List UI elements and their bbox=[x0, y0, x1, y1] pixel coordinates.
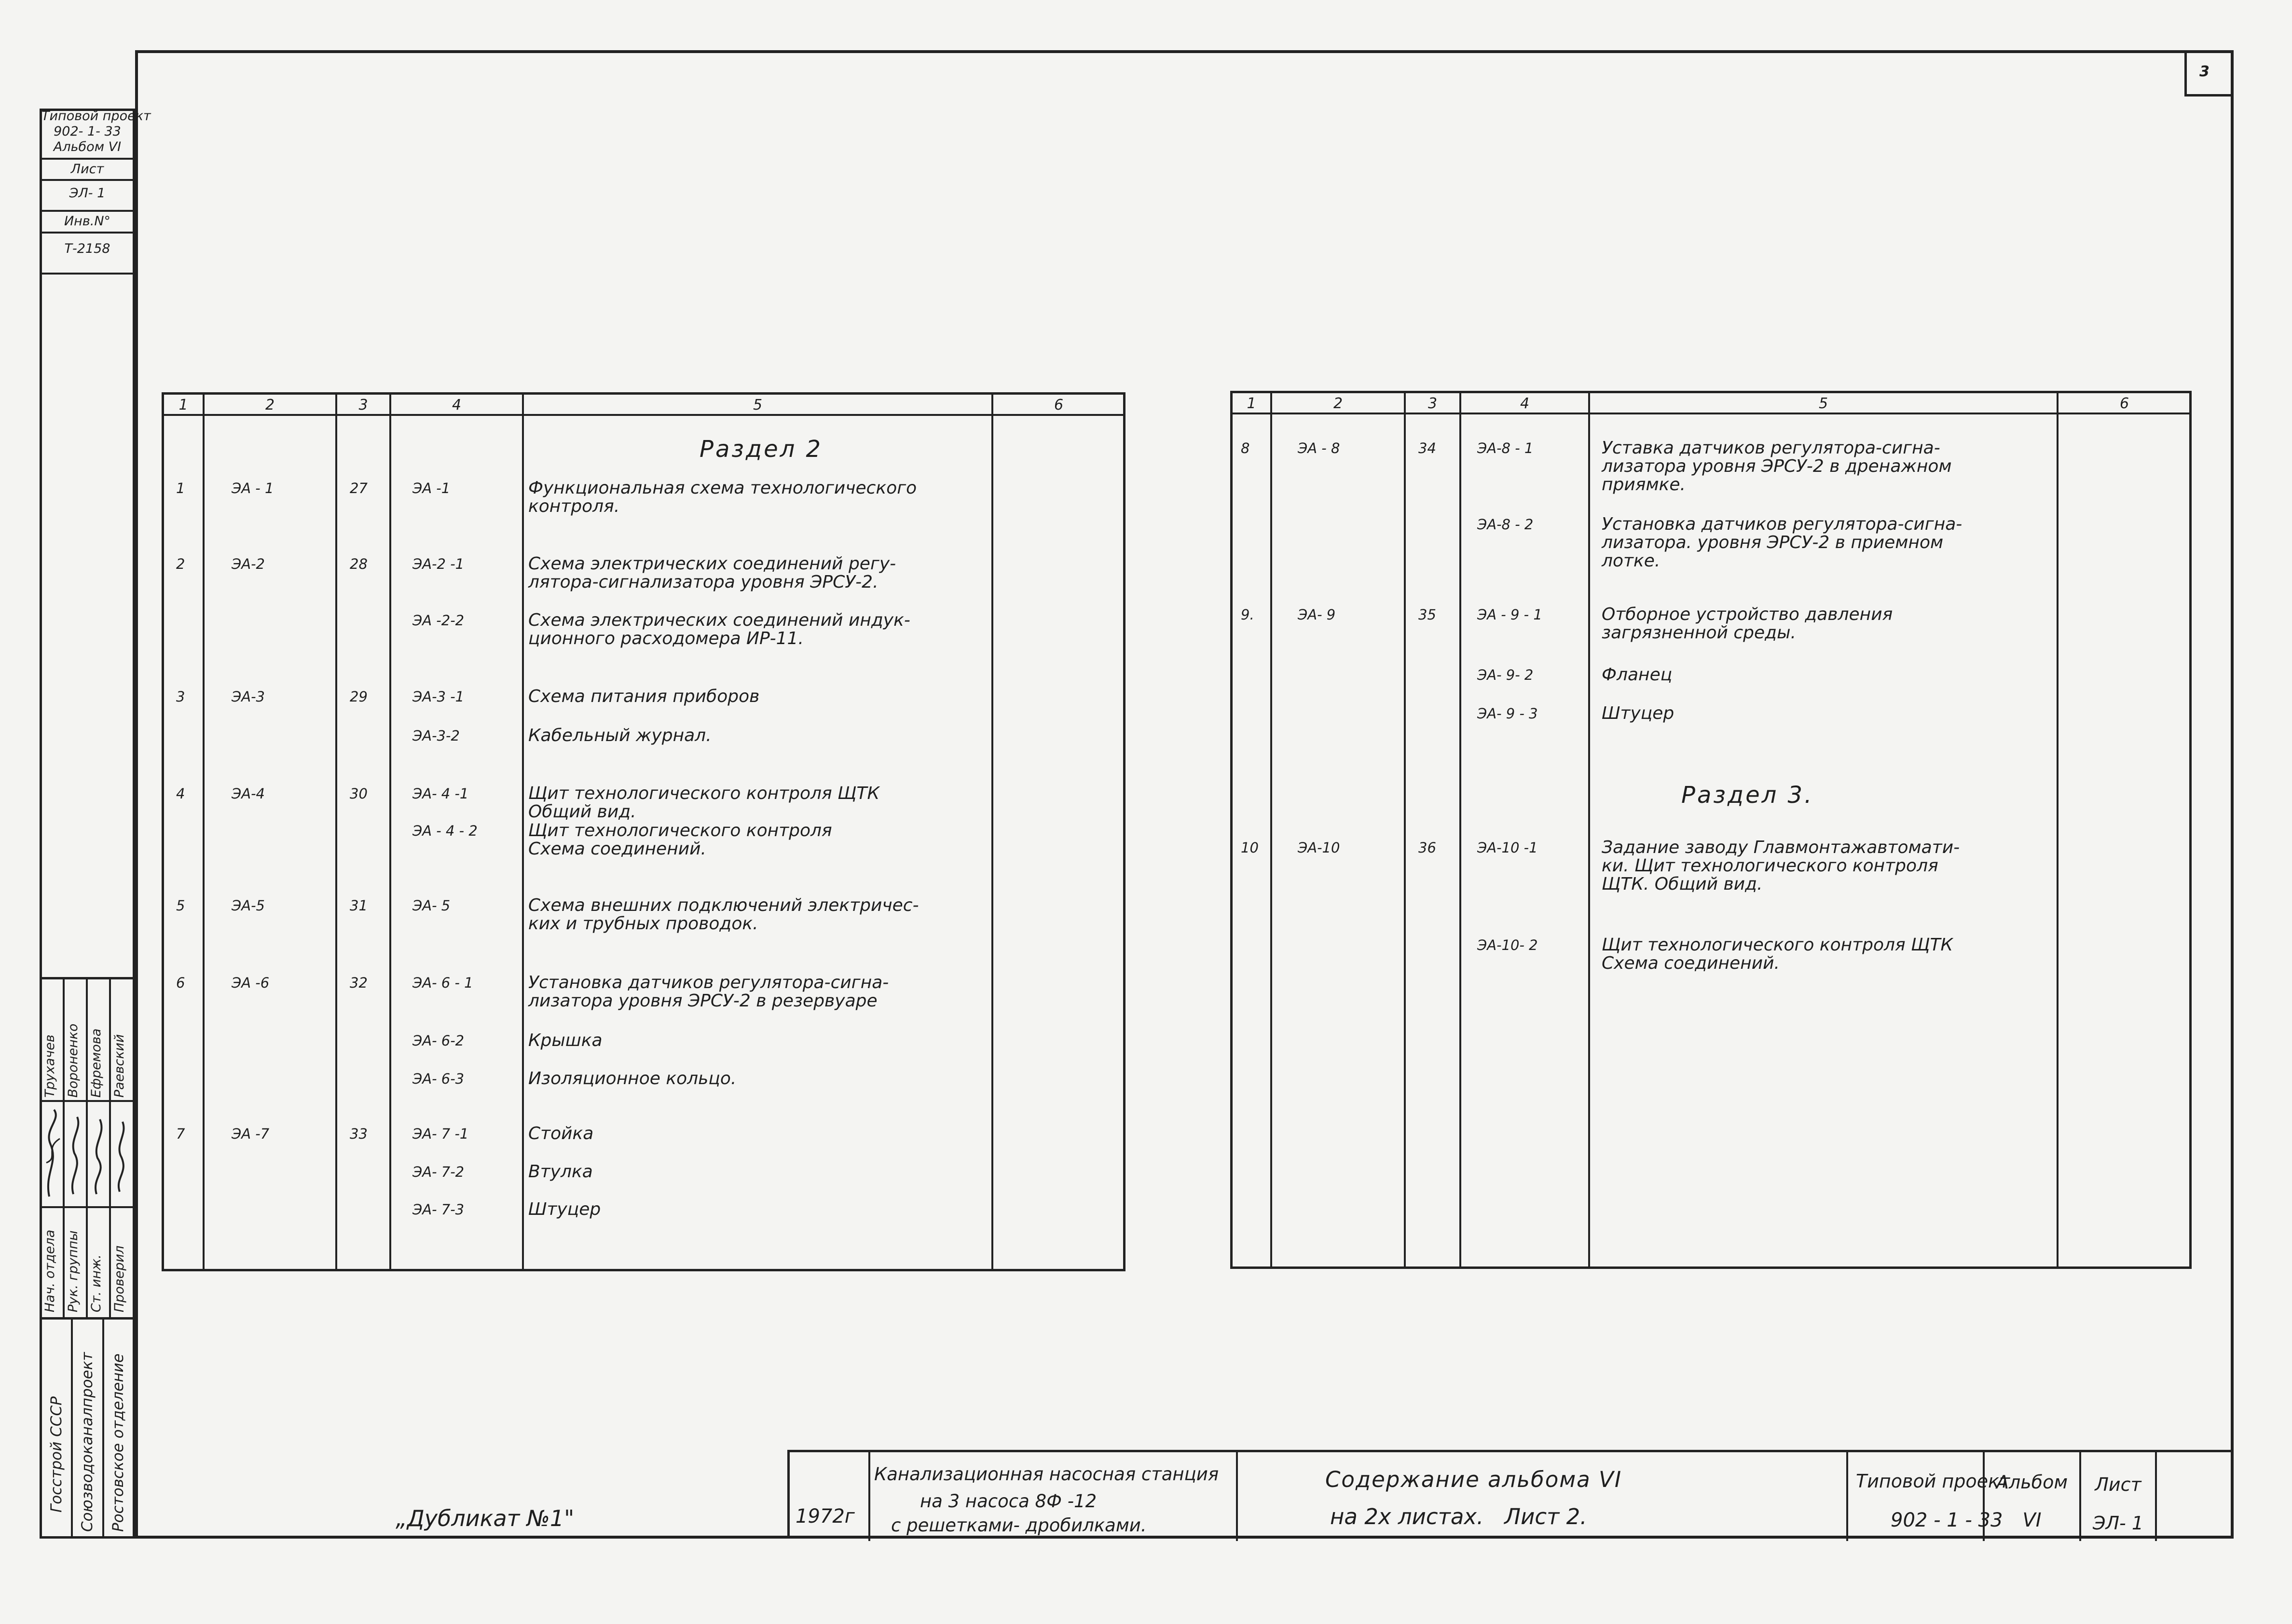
side-album: Альбом VI bbox=[53, 139, 122, 154]
row-description-line: Щит технологического контроля ЩТК bbox=[1602, 935, 1953, 955]
row-item: ЭА -2-2 bbox=[412, 612, 465, 629]
row-num: 10 bbox=[1241, 840, 1259, 856]
row-item: ЭА- 7-2 bbox=[412, 1164, 465, 1180]
left-section-title: Раздел 2 bbox=[700, 436, 823, 463]
row-description-line: Изоляционное кольцо. bbox=[528, 1069, 737, 1088]
duplicate-mark: „Дубликат №1" bbox=[396, 1505, 575, 1531]
row-sheet: 28 bbox=[350, 556, 368, 572]
row-sheet: 30 bbox=[350, 785, 368, 802]
row-description-line: контроля. bbox=[528, 496, 620, 516]
row-description-line: Отборное устройство давления bbox=[1602, 605, 1893, 624]
footer-content-line-1: Содержание альбома VI bbox=[1325, 1467, 1622, 1492]
side-sheet-label: Лист bbox=[70, 162, 104, 177]
row-description-line: Штуцер bbox=[1602, 703, 1674, 723]
right-col-header-1: 1 bbox=[1247, 395, 1256, 412]
side-org-2: Союзводоканалпроект bbox=[79, 1352, 96, 1532]
row-description-line: лизатора уровня ЭРСУ-2 в резервуаре bbox=[528, 991, 878, 1011]
row-description-line: Схема соединений. bbox=[528, 839, 706, 859]
row-item: ЭА- 6-3 bbox=[412, 1071, 465, 1087]
row-item: ЭА- 5 bbox=[412, 897, 451, 914]
row-description-line: лотке. bbox=[1602, 551, 1661, 571]
row-code: ЭА - 1 bbox=[232, 480, 274, 496]
row-code: ЭА-3 bbox=[232, 688, 265, 705]
row-item: ЭА -1 bbox=[412, 480, 451, 496]
row-description-line: лизатора. уровня ЭРСУ-2 в приемном bbox=[1602, 533, 1944, 552]
row-item: ЭА-10 -1 bbox=[1477, 840, 1538, 856]
row-code: ЭА-2 bbox=[232, 556, 265, 572]
side-role-3: Ст. инж. bbox=[89, 1254, 104, 1312]
row-item: ЭА-3 -1 bbox=[412, 688, 465, 705]
row-num: 5 bbox=[176, 897, 185, 914]
footer-sheet: ЭЛ- 1 bbox=[2092, 1513, 2144, 1534]
page-number-box bbox=[2184, 50, 2234, 96]
row-sheet: 34 bbox=[1418, 440, 1436, 456]
side-name-4: Раевский bbox=[112, 1034, 127, 1098]
row-description-line: лизатора уровня ЭРСУ-2 в дренажном bbox=[1602, 456, 1952, 476]
row-item: ЭА- 6-2 bbox=[412, 1032, 465, 1049]
row-num: 8 bbox=[1241, 440, 1250, 456]
row-description-line: Схема питания приборов bbox=[528, 687, 760, 706]
row-num: 3 bbox=[176, 688, 185, 705]
row-description-line: Схема внешних подключений электричес- bbox=[528, 895, 919, 915]
side-inv-label: Инв.N° bbox=[64, 214, 111, 229]
left-col-header-6: 6 bbox=[1054, 397, 1064, 413]
row-description-line: ЩТК. Общий вид. bbox=[1602, 874, 1763, 894]
row-description-line: Схема соединений. bbox=[1602, 953, 1780, 973]
row-description-line: Штуцер bbox=[528, 1199, 601, 1219]
title-block bbox=[787, 1450, 2234, 1539]
row-description-line: Втулка bbox=[528, 1162, 593, 1182]
row-num: 6 bbox=[176, 975, 185, 991]
left-col-header-4: 4 bbox=[452, 397, 462, 413]
row-sheet: 29 bbox=[350, 688, 368, 705]
row-num: 1 bbox=[176, 480, 185, 496]
footer-album-label: Альбом bbox=[1996, 1472, 2068, 1493]
row-item: ЭА - 9 - 1 bbox=[1477, 606, 1542, 623]
row-item: ЭА- 7-3 bbox=[412, 1201, 465, 1218]
side-org-1: Госстрой СССР bbox=[48, 1396, 65, 1513]
side-name-1: Трухачев bbox=[42, 1034, 57, 1098]
side-name-3: Ефремова bbox=[89, 1028, 104, 1098]
row-description-line: Крышка bbox=[528, 1031, 603, 1050]
row-description-line: Установка датчиков регулятора-сигна- bbox=[1602, 514, 1963, 534]
side-project-number: 902- 1- 33 bbox=[54, 124, 121, 139]
row-sheet: 31 bbox=[350, 897, 368, 914]
right-section-title: Раздел 3. bbox=[1681, 782, 1814, 809]
row-item: ЭА-2 -1 bbox=[412, 556, 465, 572]
right-col-header-6: 6 bbox=[2119, 395, 2129, 412]
footer-album: VI bbox=[2022, 1509, 2042, 1531]
row-sheet: 36 bbox=[1418, 840, 1436, 856]
row-description-line: Схема электрических соединений регу- bbox=[528, 554, 896, 574]
row-description-line: Уставка датчиков регулятора-сигна- bbox=[1602, 438, 1940, 458]
side-project-label: Типовой проект bbox=[41, 109, 151, 124]
row-description-line: Кабельный журнал. bbox=[528, 726, 712, 745]
row-item: ЭА-8 - 2 bbox=[1477, 516, 1534, 533]
row-description-line: Задание заводу Главмонтажавтомати- bbox=[1602, 838, 1960, 857]
footer-project-number: 902 - 1 - 33 bbox=[1891, 1509, 2003, 1531]
side-sheet: ЭЛ- 1 bbox=[69, 186, 106, 201]
row-item: ЭА- 7 -1 bbox=[412, 1126, 469, 1142]
row-sheet: 27 bbox=[350, 480, 368, 496]
row-item: ЭА- 4 -1 bbox=[412, 785, 469, 802]
left-col-header-3: 3 bbox=[358, 397, 368, 413]
row-code: ЭА- 9 bbox=[1298, 606, 1336, 623]
side-info-block bbox=[40, 109, 151, 277]
right-col-header-2: 2 bbox=[1333, 395, 1343, 412]
footer-project-label: Типовой проект bbox=[1856, 1471, 2010, 1492]
row-item: ЭА- 6 - 1 bbox=[412, 975, 473, 991]
row-code: ЭА - 8 bbox=[1298, 440, 1340, 456]
row-item: ЭА-10- 2 bbox=[1477, 937, 1538, 953]
page-number: 3 bbox=[2199, 63, 2210, 80]
left-col-header-2: 2 bbox=[265, 397, 275, 413]
row-code: ЭА-5 bbox=[232, 897, 265, 914]
row-description-line: Функциональная схема технологического bbox=[528, 478, 917, 498]
row-description-line: ких и трубных проводок. bbox=[528, 914, 758, 934]
row-item: ЭА- 9- 2 bbox=[1477, 667, 1534, 683]
signature-scribbles bbox=[40, 1105, 135, 1204]
row-description-line: Фланец bbox=[1602, 665, 1673, 685]
left-col-header-5: 5 bbox=[753, 397, 763, 413]
row-num: 4 bbox=[176, 785, 185, 802]
row-num: 7 bbox=[176, 1126, 185, 1142]
row-sheet: 32 bbox=[350, 975, 368, 991]
footer-station-line-2: на 3 насоса 8Ф -12 bbox=[920, 1491, 1097, 1512]
row-code: ЭА -6 bbox=[232, 975, 270, 991]
row-description-line: загрязненной среды. bbox=[1602, 623, 1796, 643]
footer-station-line-3: с решетками- дробилками. bbox=[891, 1515, 1147, 1536]
footer-year: 1972г bbox=[796, 1505, 855, 1528]
row-item: ЭА- 9 - 3 bbox=[1477, 705, 1538, 722]
row-description-line: Щит технологического контроля ЩТК bbox=[528, 784, 880, 803]
row-item: ЭА-8 - 1 bbox=[1477, 440, 1534, 456]
side-inv: Т-2158 bbox=[64, 241, 110, 256]
row-item: ЭА-3-2 bbox=[412, 728, 460, 744]
row-description-line: ционного расходомера ИР-11. bbox=[528, 629, 804, 648]
side-name-2: Вороненко bbox=[66, 1023, 81, 1098]
footer-sheet-label: Лист bbox=[2095, 1474, 2141, 1495]
row-num: 2 bbox=[176, 556, 185, 572]
side-signature-block bbox=[40, 977, 135, 1320]
row-sheet: 33 bbox=[350, 1126, 368, 1142]
right-col-header-3: 3 bbox=[1427, 395, 1438, 412]
row-description-line: Схема электрических соединений индук- bbox=[528, 610, 910, 630]
row-description-line: Установка датчиков регулятора-сигна- bbox=[528, 973, 889, 992]
row-item: ЭА - 4 - 2 bbox=[412, 823, 478, 839]
row-description-line: ки. Щит технологического контроля bbox=[1602, 856, 1938, 876]
right-col-header-4: 4 bbox=[1520, 395, 1530, 412]
row-description-line: Общий вид. bbox=[528, 802, 636, 822]
row-description-line: лятора-сигнализатора уровня ЭРСУ-2. bbox=[528, 572, 878, 592]
right-col-header-5: 5 bbox=[1818, 395, 1828, 412]
footer-station-line-1: Канализационная насосная станция bbox=[874, 1464, 1219, 1485]
row-description-line: приямке. bbox=[1602, 475, 1686, 495]
side-role-2: Рук. группы bbox=[66, 1230, 81, 1312]
footer-content-line-2: на 2х листах. Лист 2. bbox=[1330, 1504, 1587, 1529]
side-org-3: Ростовское отделение bbox=[110, 1353, 127, 1532]
row-code: ЭА -7 bbox=[232, 1126, 270, 1142]
row-code: ЭА-4 bbox=[232, 785, 265, 802]
side-role-1: Нач. отдела bbox=[42, 1229, 57, 1312]
row-description-line: Щит технологического контроля bbox=[528, 821, 832, 840]
row-sheet: 35 bbox=[1418, 606, 1436, 623]
row-code: ЭА-10 bbox=[1298, 840, 1340, 856]
row-num: 9. bbox=[1241, 606, 1254, 623]
left-col-header-1: 1 bbox=[178, 397, 188, 413]
side-role-4: Проверил bbox=[112, 1245, 127, 1312]
row-description-line: Стойка bbox=[528, 1124, 594, 1143]
side-org-block bbox=[40, 1320, 135, 1539]
